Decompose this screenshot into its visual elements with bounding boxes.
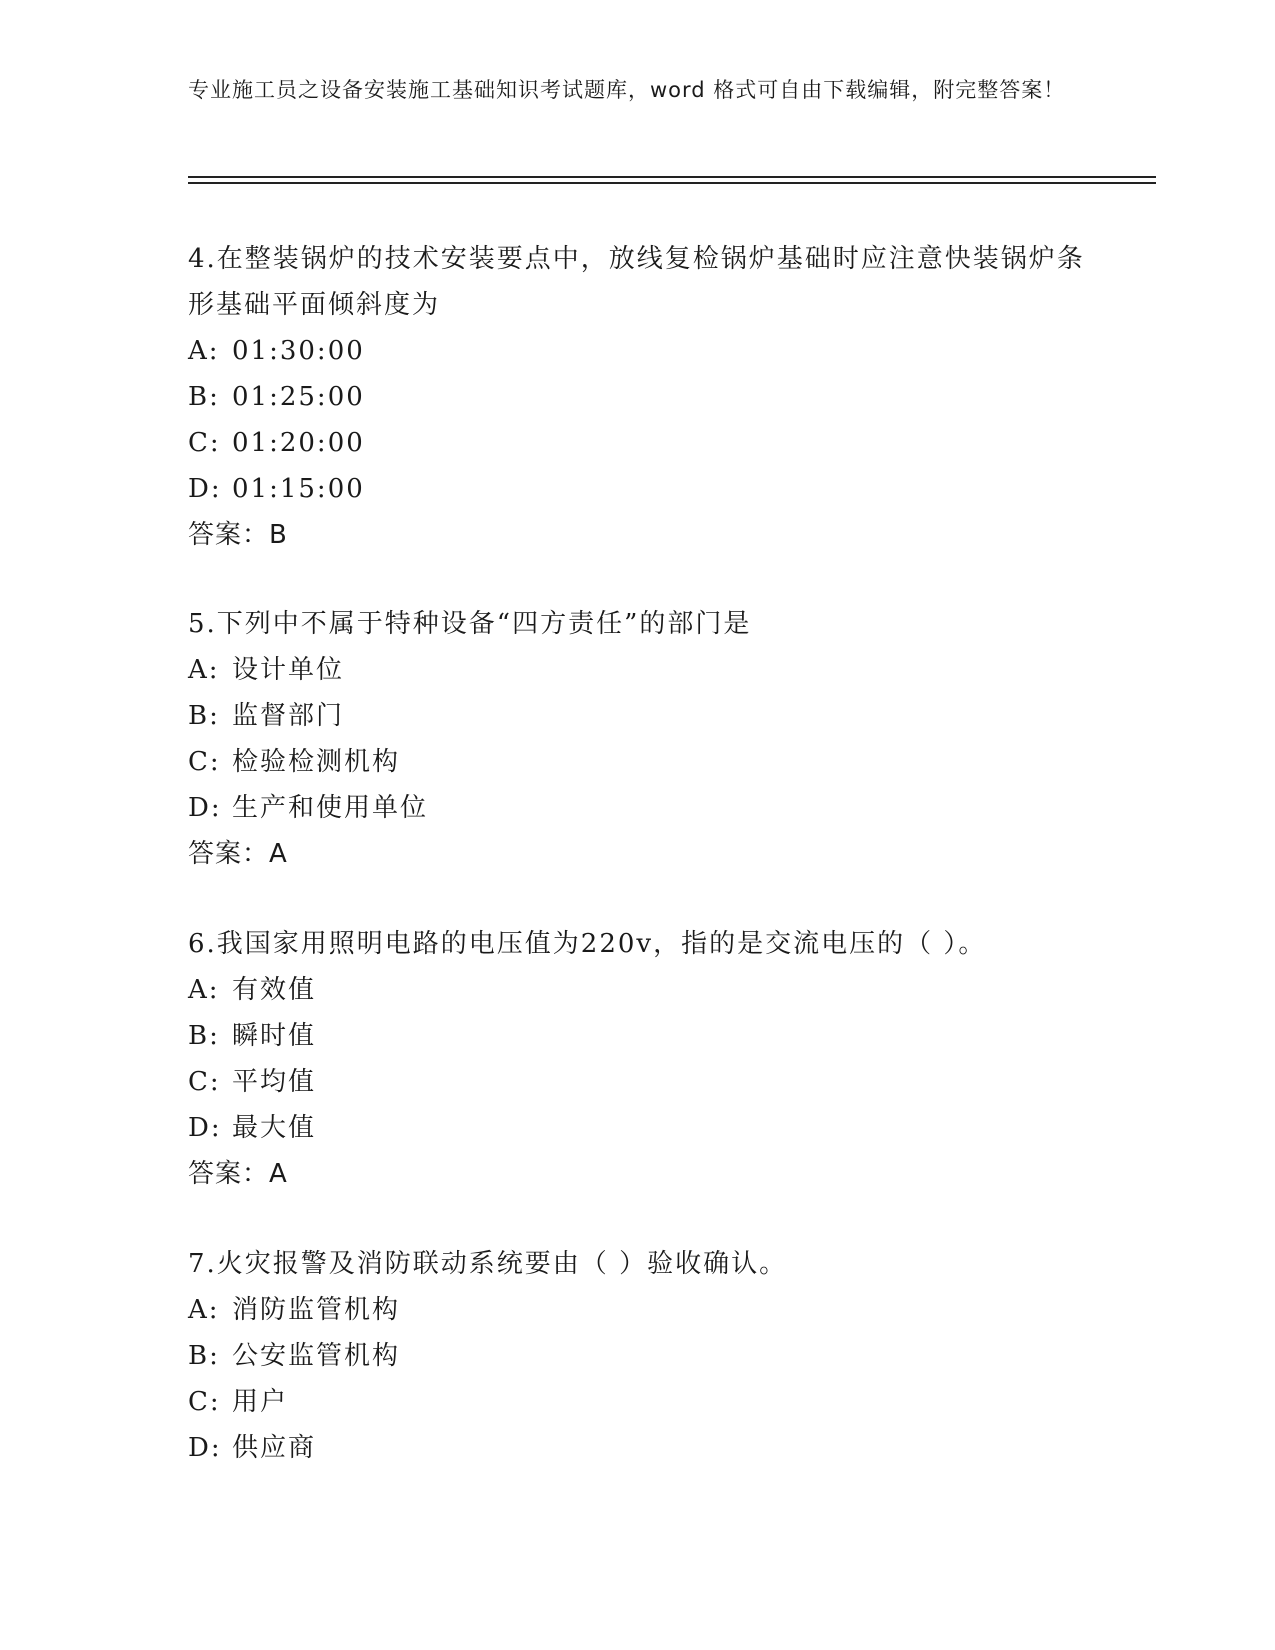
option-text: 生产和使用单位 (232, 793, 429, 823)
option-c (188, 1379, 1088, 1425)
document-header (188, 74, 1068, 106)
option-letter: D: (188, 474, 222, 504)
question-7 (188, 1241, 1088, 1471)
option-text: 用户 (232, 1387, 289, 1417)
option-text: 有效值 (232, 975, 317, 1005)
option-letter: B: (188, 1341, 220, 1371)
option-c (188, 739, 1088, 785)
option-text: 01:25:00 (232, 382, 365, 412)
option-c (188, 420, 1088, 466)
answer: 答案：A (188, 1159, 288, 1189)
option-letter: B: (188, 701, 220, 731)
option-d (188, 785, 1088, 831)
option-text: 公安监管机构 (232, 1341, 401, 1371)
answer: 答案：A (188, 839, 288, 869)
option-b (188, 1013, 1088, 1059)
option-text: 消防监管机构 (232, 1295, 401, 1325)
option-text: 瞬时值 (232, 1021, 317, 1051)
option-letter: B: (188, 382, 220, 412)
question-text: 4.在整装锅炉的技术安装要点中，放线复检锅炉基础时应注意快装锅炉条形基础平面倾斜度为 (188, 244, 1085, 320)
option-text: 01:30:00 (232, 336, 365, 366)
option-text: 平均值 (232, 1067, 317, 1097)
option-letter: C: (188, 1387, 221, 1417)
answer: 答案：B (188, 520, 288, 550)
question-6 (188, 921, 1088, 1197)
option-letter: A: (188, 336, 220, 366)
option-letter: A: (188, 975, 220, 1005)
option-letter: C: (188, 1067, 221, 1097)
option-text: 01:20:00 (232, 428, 365, 458)
option-letter: C: (188, 428, 221, 458)
option-d (188, 466, 1088, 512)
option-d (188, 1105, 1088, 1151)
option-c (188, 1059, 1088, 1105)
option-text: 检验检测机构 (232, 747, 401, 777)
option-b (188, 374, 1088, 420)
question-4 (188, 236, 1088, 558)
option-letter: D: (188, 793, 222, 823)
option-letter: D: (188, 1113, 222, 1143)
option-a (188, 967, 1088, 1013)
document-title: 专业施工员之设备安装施工基础知识考试题库，word 格式可自由下载编辑，附完整答案！ (188, 78, 1066, 102)
option-text: 监督部门 (232, 701, 345, 731)
question-text: 6.我国家用照明电路的电压值为220v，指的是交流电压的（ ）。 (188, 929, 987, 959)
option-letter: A: (188, 655, 220, 685)
option-a (188, 647, 1088, 693)
option-text: 最大值 (232, 1113, 317, 1143)
option-letter: B: (188, 1021, 220, 1051)
option-b (188, 1333, 1088, 1379)
option-a (188, 328, 1088, 374)
option-b (188, 693, 1088, 739)
option-text: 01:15:00 (232, 474, 365, 504)
option-letter: D: (188, 1433, 222, 1463)
option-a (188, 1287, 1088, 1333)
question-5 (188, 601, 1088, 877)
question-text: 7.火灾报警及消防联动系统要由（ ）验收确认。 (188, 1249, 788, 1279)
option-text: 供应商 (232, 1433, 317, 1463)
header-divider-top (188, 176, 1156, 178)
option-letter: C: (188, 747, 221, 777)
option-d (188, 1425, 1088, 1471)
option-text: 设计单位 (232, 655, 345, 685)
question-text: 5.下列中不属于特种设备“四方责任”的部门是 (188, 609, 752, 639)
option-letter: A: (188, 1295, 220, 1325)
header-divider-bottom (188, 182, 1156, 184)
